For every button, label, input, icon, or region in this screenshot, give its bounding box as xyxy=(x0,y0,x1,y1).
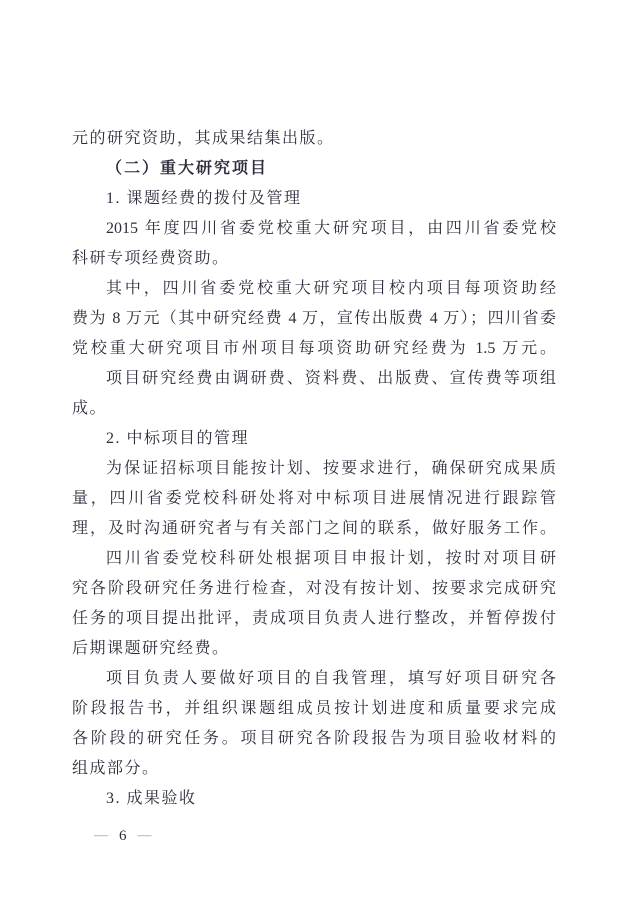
text-line: 为保证招标项目能按计划、按要求进行，确保研究成果质 xyxy=(106,460,556,477)
text-line: 各阶段的研究任务。项目研究各阶段报告为项目验收材料的 xyxy=(72,730,556,747)
text-line: 量，四川省委党校科研处将对中标项目进展情况进行跟踪管 xyxy=(72,490,556,507)
text-line: 究各阶段研究任务进行检查，对没有按计划、按要求完成研究 xyxy=(72,580,556,597)
text-line: 费为 8 万元（其中研究经费 4 万，宣传出版费 4 万）；四川省委 xyxy=(72,310,556,327)
text-line: 组成部分。 xyxy=(72,760,160,777)
text-line: 成。 xyxy=(72,400,108,417)
page-number: 6 xyxy=(119,828,127,844)
text-line: 其中，四川省委党校重大研究项目校内项目每项资助经 xyxy=(106,280,556,297)
text-line: 四川省委党校科研处根据项目申报计划，按时对项目研 xyxy=(106,550,556,567)
text-line: 2. 中标项目的管理 xyxy=(106,430,250,447)
text-line: 元的研究资助，其成果结集出版。 xyxy=(72,130,335,147)
text-line: 2015 年度四川省委党校重大研究项目，由四川省委党校 xyxy=(106,220,556,237)
text-line: 项目负责人要做好项目的自我管理，填写好项目研究各 xyxy=(106,670,556,687)
text-line: 理，及时沟通研究者与有关部门之间的联系，做好服务工作。 xyxy=(72,520,556,537)
text-line: 3. 成果验收 xyxy=(106,790,197,807)
footer-dash-right: — xyxy=(137,828,152,843)
text-line: 1. 课题经费的拨付及管理 xyxy=(106,190,302,207)
text-line: 党校重大研究项目市州项目每项资助研究经费为 1.5 万元。 xyxy=(72,340,556,357)
text-line: 科研专项经费资助。 xyxy=(72,250,230,267)
page-footer xyxy=(94,825,152,847)
footer-dash-left: — xyxy=(94,828,108,843)
text-line: 阶段报告书，并组织课题组成员按计划进度和质量要求完成 xyxy=(72,700,556,717)
text-line: 任务的项目提出批评，责成项目负责人进行整改，并暂停拨付 xyxy=(72,610,556,627)
text-line: 项目研究经费由调研费、资料费、出版费、宣传费等项组 xyxy=(106,370,556,387)
text-line: （二）重大研究项目 xyxy=(106,160,269,177)
text-line: 后期课题研究经费。 xyxy=(72,640,230,657)
document-body xyxy=(72,124,556,814)
